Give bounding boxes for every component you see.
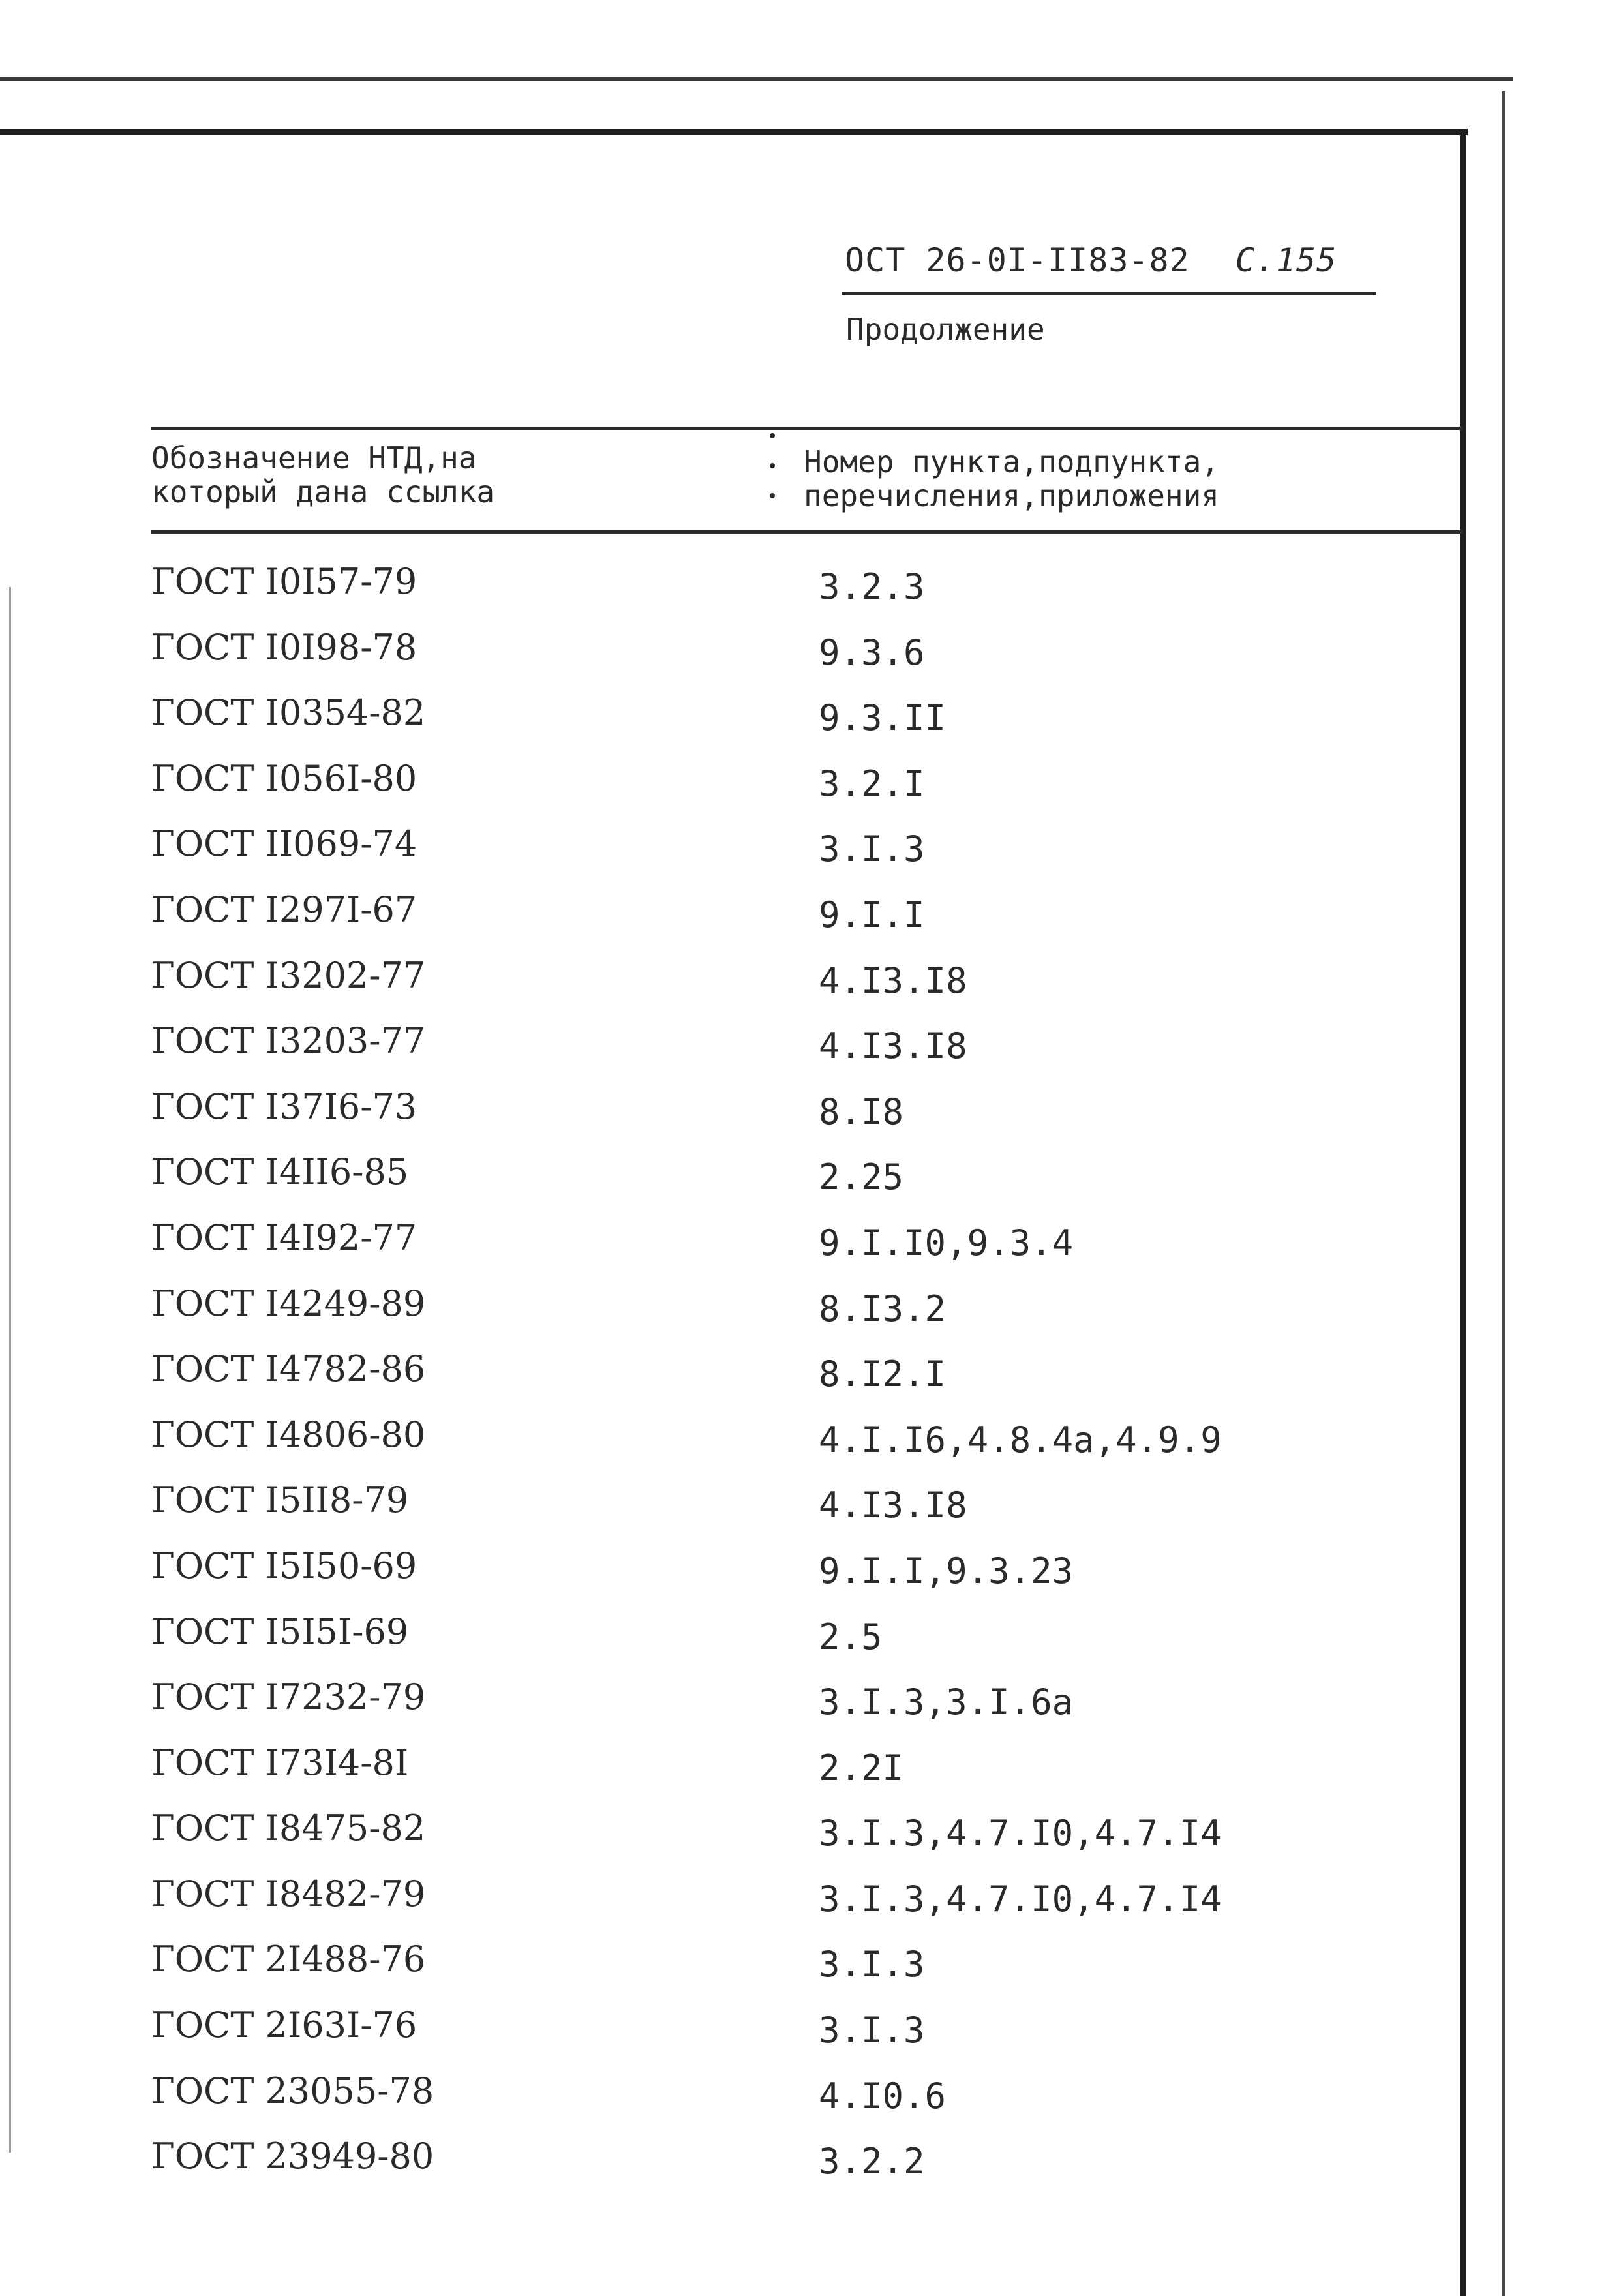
document-header: [845, 241, 1380, 279]
table-row: [0, 1020, 1435, 1086]
page-number: С.155: [1235, 241, 1337, 279]
clause-number-cell: 4.I3.I8: [819, 959, 967, 1001]
clause-number-cell: 9.3.II: [819, 697, 947, 739]
reference-cell: ГОСТ I8482-79: [151, 1873, 426, 1914]
reference-cell: ГОСТ I4806-80: [151, 1413, 426, 1455]
table-row: [0, 1807, 1435, 1873]
table-row: [0, 823, 1435, 889]
column-divider: [767, 433, 778, 498]
table-row: [0, 2004, 1435, 2070]
clause-number-cell: 3.2.2: [819, 2141, 925, 2183]
clause-number-cell: 4.I.I6,4.8.4а,4.9.9: [819, 1419, 1222, 1460]
table-row: [0, 1742, 1435, 1808]
reference-cell: ГОСТ I37I6-73: [151, 1085, 417, 1127]
table-row: [0, 1873, 1435, 1939]
reference-cell: ГОСТ I8475-82: [151, 1807, 426, 1849]
table-header-rule: [151, 530, 1463, 534]
table-row: [0, 1545, 1435, 1611]
clause-number-cell: 9.3.6: [819, 631, 925, 673]
clause-number-cell: 3.I.3: [819, 1944, 925, 1986]
table-row: [0, 1348, 1435, 1414]
frame-top-outer-line: [0, 77, 1513, 81]
clause-number-cell: 3.I.3,3.I.6а: [819, 1682, 1074, 1723]
frame-right-inner-line: [1460, 129, 1466, 2296]
table-row: [0, 2070, 1435, 2136]
clause-number-cell: 3.I.3,4.7.I0,4.7.I4: [819, 1878, 1222, 1920]
reference-cell: ГОСТ II069-74: [151, 823, 417, 865]
table-body: [0, 561, 1435, 2201]
reference-cell: ГОСТ I0354-82: [151, 692, 426, 734]
clause-number-cell: 9.I.I0,9.3.4: [819, 1222, 1074, 1263]
reference-cell: ГОСТ 23949-80: [151, 2136, 434, 2177]
table-row: [0, 955, 1435, 1021]
table-row: [0, 627, 1435, 693]
clause-number-cell: 8.I3.2: [819, 1288, 947, 1329]
table-row: [0, 692, 1435, 758]
reference-cell: ГОСТ 2I488-76: [151, 1939, 426, 1980]
reference-cell: ГОСТ I3203-77: [151, 1020, 426, 1062]
clause-number-cell: 3.2.3: [819, 566, 925, 607]
reference-cell: ГОСТ I5II8-79: [151, 1479, 409, 1521]
reference-cell: ГОСТ 23055-78: [151, 2070, 434, 2111]
clause-number-cell: 9.I.I,9.3.23: [819, 1550, 1074, 1592]
table-row: [0, 1086, 1435, 1152]
reference-cell: ГОСТ I7232-79: [151, 1676, 426, 1718]
table-row: [0, 1611, 1435, 1677]
table-top-rule: [151, 427, 1463, 430]
reference-cell: ГОСТ I5I5I-69: [151, 1610, 409, 1652]
clause-number-cell: 8.I2.I: [819, 1353, 947, 1395]
clause-number-cell: 2.5: [819, 1616, 883, 1657]
clause-number-cell: 2.25: [819, 1156, 904, 1198]
table-row: [0, 1676, 1435, 1742]
reference-cell: ГОСТ I056I-80: [151, 757, 417, 799]
clause-number-cell: 4.I3.I8: [819, 1025, 967, 1067]
clause-number-cell: 8.I8: [819, 1091, 904, 1132]
frame-top-inner-line: [0, 129, 1468, 135]
clause-number-cell: 3.I.3: [819, 828, 925, 870]
reference-cell: ГОСТ I297I-67: [151, 888, 417, 930]
reference-cell: ГОСТ I5I50-69: [151, 1545, 417, 1586]
table-row: [0, 1283, 1435, 1349]
reference-cell: ГОСТ I73I4-8I: [151, 1742, 409, 1783]
table-row: [0, 1939, 1435, 2004]
column-header-reference: Обозначение НТД,на который дана ссылка: [151, 440, 495, 509]
reference-cell: ГОСТ 2I63I-76: [151, 2004, 417, 2046]
clause-number-cell: 2.2I: [819, 1747, 904, 1789]
table-row: [0, 1217, 1435, 1283]
header-underline: [842, 292, 1376, 295]
document-code: ОСТ 26-0I-II83-82: [845, 241, 1190, 279]
reference-cell: ГОСТ I4249-89: [151, 1282, 426, 1324]
table-row: [0, 561, 1435, 627]
reference-cell: ГОСТ I4I92-77: [151, 1216, 417, 1258]
document-designation: [845, 241, 1380, 279]
table-row: [0, 1414, 1435, 1480]
table-row: [0, 1479, 1435, 1545]
table-row: [0, 2136, 1435, 2201]
clause-number-cell: 3.I.3,4.7.I0,4.7.I4: [819, 1813, 1222, 1854]
table-row: [0, 758, 1435, 824]
reference-cell: ГОСТ I3202-77: [151, 954, 426, 996]
reference-cell: ГОСТ I4II6-85: [151, 1151, 409, 1193]
clause-number-cell: 3.2.I: [819, 763, 925, 804]
reference-cell: ГОСТ I0I57-79: [151, 561, 417, 602]
column-header-item: Номер пункта,подпункта, перечисления,приложения: [804, 444, 1219, 513]
clause-number-cell: 9.I.I: [819, 894, 925, 935]
continuation-label: Продолжение: [846, 312, 1045, 347]
clause-number-cell: 4.I3.I8: [819, 1485, 967, 1526]
reference-cell: ГОСТ I0I98-78: [151, 626, 417, 668]
clause-number-cell: 3.I.3: [819, 2010, 925, 2051]
table-row: [0, 1151, 1435, 1217]
reference-cell: ГОСТ I4782-86: [151, 1348, 426, 1390]
table-row: [0, 889, 1435, 955]
frame-right-outer-line: [1502, 91, 1505, 2296]
clause-number-cell: 4.I0.6: [819, 2075, 947, 2117]
